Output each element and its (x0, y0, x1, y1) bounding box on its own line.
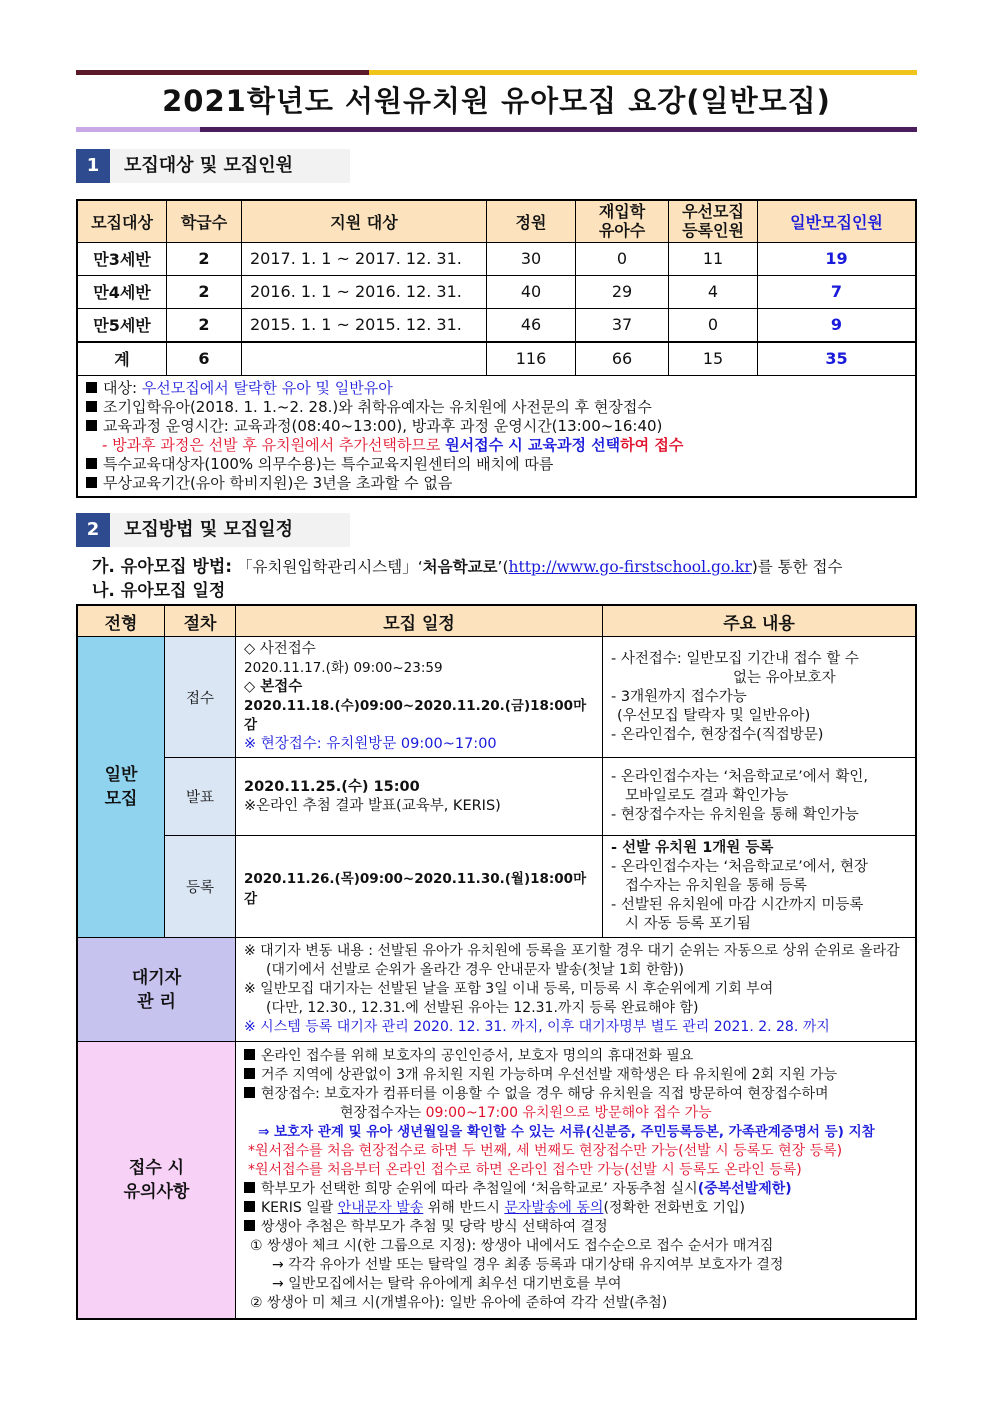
cell-range: 2017. 1. 1 ~ 2017. 12. 31. (242, 242, 487, 275)
square-bullet-icon (244, 1182, 255, 1193)
section1-number: 1 (76, 149, 110, 183)
table-row (77, 242, 916, 275)
cautions-content: 온라인 접수를 위해 보호자의 공인인증서, 보호자 명의의 휴대전화 필요 거주 지역에 상관없이 3개 유치원 지원 가능하며 우선선발 재학생은 타 유치원에 2회 지원 가능 현장접수: 보호자가 컴퓨터를 이용할 수 없을 경우 해당 유치원을 직접 방문하여 현장접수하며 현장접수자는 09:00~17:00 유치원으로 방문해야 접수 가능 ⇒ 보호자 관계 및 유아 생년월일을 확인할 수 있는 서류(신분증, 주민등록등본, 가족관계증명서 등) 지참 *원서접수를 처음 현장접수로 하면 두 번째, 세 번째도 현장접수만 가능(선발 시 등록도 현장 등록) *원서접수를 처음부터 온라인 접수로 하면 온라인 접수만 가능(선발 시 등록도 온라인 등록) 학부모가 선택한 희망 순위에 따라 추첨일에 ‘처음학교로’ 자동추첨 실시(중복선발제한) KERIS 일괄 안내문자 발송 위해 반드시 문자발송에 동의(정확한 전화번호 기입) 쌍생아 추첨은 학부모가 추첨 및 당락 방식 선택하여 결정 ① 쌍생아 체크 시(한 그룹으로 지정): 쌍생아 내에서도 접수순으로 접수 순서가 매겨짐 → 각각 유아가 선발 또는 탈락일 경우 최종 등록과 대기상태 유지여부 보호자가 결정 → 일반모집에서는 탈락 유아에게 최우선 대기번호를 부여 ② 쌍생아 미 체크 시(개별유아): 일반 유아에 준하여 각각 선발(추첨) (236, 1042, 917, 1320)
cell-priority: 0 (669, 308, 758, 342)
page-title: 2021학년도 서원유치원 유아모집 요강(일반모집) (162, 84, 831, 118)
table-row (77, 275, 916, 308)
cell-classes: 2 (167, 275, 242, 308)
square-bullet-icon (86, 382, 97, 393)
enrollment-table (76, 199, 917, 498)
square-bullet-icon (244, 1220, 255, 1231)
cell-target: 만5세반 (77, 308, 167, 342)
cautions-label: 접수 시 유의사항 (77, 1042, 236, 1320)
title-bar-bottom-right (200, 127, 917, 132)
table-row (77, 308, 916, 342)
th-type: 전형 (77, 605, 165, 637)
square-bullet-icon (86, 420, 97, 431)
cell-classes: 2 (167, 308, 242, 342)
th-range: 지원 대상 (242, 200, 487, 242)
square-bullet-icon (244, 1049, 255, 1060)
cell-classes: 2 (167, 242, 242, 275)
th-step: 절차 (165, 605, 236, 637)
th-schedule: 모집 일정 (236, 605, 603, 637)
cell-range: 2016. 1. 1 ~ 2016. 12. 31. (242, 275, 487, 308)
section2-number: 2 (76, 513, 110, 547)
cell-total-classes: 6 (167, 342, 242, 376)
square-bullet-icon (244, 1068, 255, 1079)
section1-heading: 모집대상 및 모집인원 (110, 149, 350, 183)
apply-schedule: ◇ 사전접수 2020.11.17.(화) 09:00~23:59 ◇ 본접수 2020.11.18.(수)09:00~2020.11.20.(금)18:00마감 ※ 현장접수: 유치원방문 09:00~17:00 (236, 637, 603, 758)
announce-schedule: 2020.11.25.(수) 15:00 ※온라인 추첨 결과 발표(교육부, KERIS) (236, 758, 603, 836)
firstschool-link[interactable]: http://www.go-firstschool.go.kr (508, 558, 752, 576)
apply-content: - 사전접수: 일반모집 기간내 접수 할 수 없는 유아보호자 - 3개원까지 접수가능 (우선모집 탈락자 및 일반유아) - 온라인접수, 현장접수(직접방문) (603, 637, 917, 758)
th-general: 일반모집인원 (758, 200, 917, 242)
step-register: 등록 (165, 836, 236, 938)
th-content: 주요 내용 (603, 605, 917, 637)
square-bullet-icon (86, 477, 97, 488)
square-bullet-icon (244, 1087, 255, 1098)
cell-reenroll: 29 (576, 275, 669, 308)
th-priority: 우선모집 등록인원 (669, 200, 758, 242)
step-apply: 접수 (165, 637, 236, 758)
title-bar-top-right (369, 70, 917, 75)
title-bar-top-left (76, 70, 369, 75)
cell-capacity: 40 (487, 275, 576, 308)
cell-total-priority: 15 (669, 342, 758, 376)
cell-total-general: 35 (758, 342, 917, 376)
th-classes: 학급수 (167, 200, 242, 242)
cell-target: 만4세반 (77, 275, 167, 308)
section1-notes: 대상: 우선모집에서 탈락한 유아 및 일반유아 조기입학유아(2018. 1. 1.~2. 28.)와 취학유예자는 유치원에 사전문의 후 현장접수 교육과정 운영시간: 교육과정(08:40~13:00), 방과후 과정 운영시간(13:00~16:40) - 방과후 과정은 선발 후 유치원에서 추가선택하므로 원서접수 시 교육과정 선택하여 접수 특수교육대상자(100% 의무수용)는 특수교육지원센터의 배치에 따름 무상교육기간(유아 학비지원)은 3년을 초과할 수 없음 (77, 375, 916, 497)
general-recruit-label: 일반 모집 (77, 637, 165, 938)
register-schedule: 2020.11.26.(목)09:00~2020.11.30.(월)18:00마감 (236, 836, 603, 938)
table-total-row (77, 342, 916, 376)
cell-reenroll: 37 (576, 308, 669, 342)
announce-content: - 온라인접수자는 ‘처음학교로’에서 확인, 모바일로도 결과 확인가능 - 현장접수자는 유치원을 통해 확인가능 (603, 758, 917, 836)
cell-general: 9 (758, 308, 917, 342)
th-reenroll: 재입학 유아수 (576, 200, 669, 242)
waitlist-content: ※ 대기자 변동 내용 : 선발된 유아가 유치원에 등록을 포기할 경우 대기 순위는 자동으로 상위 순위로 올라감 (대기에서 선발로 순위가 올라간 경우 안내문자 발송(첫날 1회 한함)) ※ 일반모집 대기자는 선발된 날을 포함 3일 이내 등록, 미등록 시 후순위에게 기회 부여 (다만, 12.30., 12.31.에 선발된 유아는 12.31.까지 등록 완료해야 함) ※ 시스템 등록 대기자 관리 2020. 12. 31. 까지, 이후 대기자명부 별도 관리 2021. 2. 28. 까지 (236, 938, 917, 1042)
cell-total-reenroll: 66 (576, 342, 669, 376)
cell-reenroll: 0 (576, 242, 669, 275)
th-target: 모집대상 (77, 200, 167, 242)
title-bar-bottom-left (76, 127, 200, 132)
register-content: - 선발 유치원 1개원 등록 - 온라인접수자는 ‘처음학교로’에서, 현장 접수자는 유치원을 통해 등록 - 선발된 유치원에 마감 시간까지 미등록 시 자동 등록 포기됨 (603, 836, 917, 938)
cell-general: 7 (758, 275, 917, 308)
cell-total-range (242, 342, 487, 376)
waitlist-label: 대기자 관 리 (77, 938, 236, 1042)
cell-total-capacity: 116 (487, 342, 576, 376)
cell-general: 19 (758, 242, 917, 275)
schedule-table (76, 604, 917, 1320)
schedule-heading: 나. 유아모집 일정 (92, 581, 226, 601)
cell-target: 만3세반 (77, 242, 167, 275)
th-capacity: 정원 (487, 200, 576, 242)
cell-total-label: 계 (77, 342, 167, 376)
section2-heading: 모집방법 및 모집일정 (110, 513, 350, 547)
step-announce: 발표 (165, 758, 236, 836)
cell-capacity: 46 (487, 308, 576, 342)
square-bullet-icon (244, 1201, 255, 1212)
cell-priority: 4 (669, 275, 758, 308)
cell-priority: 11 (669, 242, 758, 275)
method-line: 가. 유아모집 방법: 「유치원입학관리시스템」‘처음학교로’(http://www.go-firstschool.go.kr)를 통한 접수 (92, 557, 843, 577)
cell-range: 2015. 1. 1 ~ 2015. 12. 31. (242, 308, 487, 342)
square-bullet-icon (86, 458, 97, 469)
square-bullet-icon (86, 401, 97, 412)
cell-capacity: 30 (487, 242, 576, 275)
